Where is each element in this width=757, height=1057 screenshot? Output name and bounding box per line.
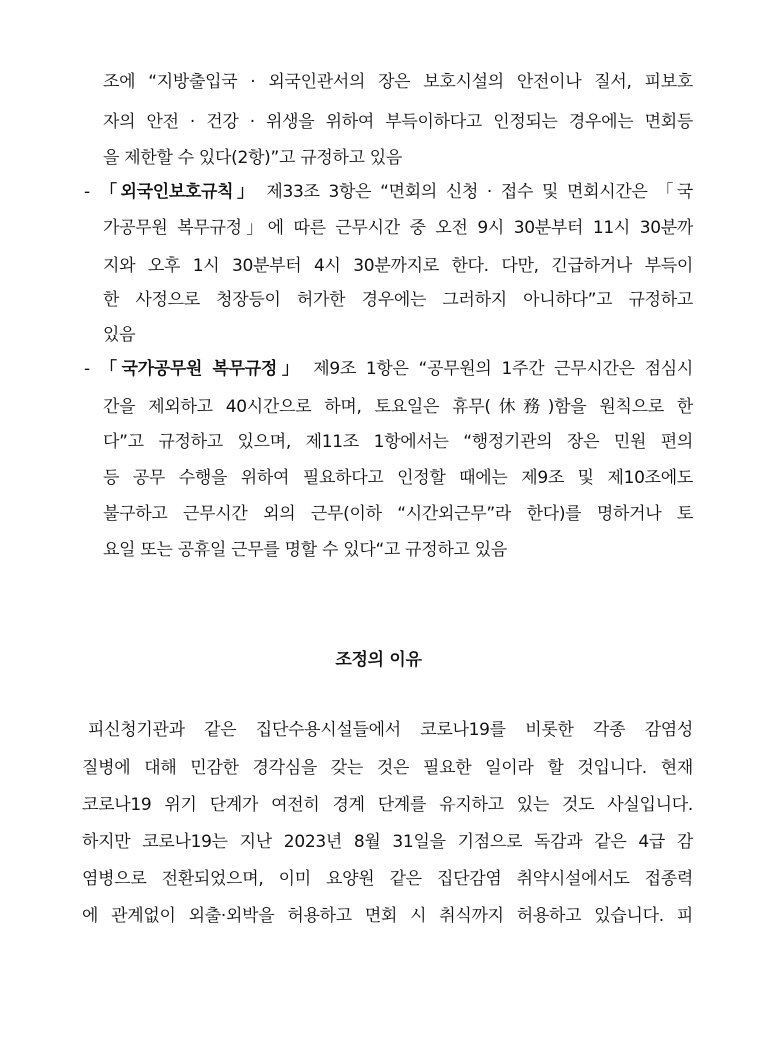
bullet-1-title: 「외국인보호규칙」 xyxy=(100,182,258,202)
bullet-1-line-3: 지와 오후 1시 30분부터 4시 30분까지로 한다. 다만, 긴급하거나 부득이 xyxy=(103,256,693,276)
bullet-2-title: 「국가공무원 복무규정」 xyxy=(100,359,304,379)
body-line-6: 에 관계없이 외출·외박을 허용하고 면회 시 취식까지 허용하고 있습니다. 피 xyxy=(82,906,693,926)
bullet-1-line-4: 한 사정으로 청장등이 허가한 경우에는 그러하지 아니하다”고 규정하고 xyxy=(103,290,693,310)
section-heading: 조정의 이유 xyxy=(335,650,422,670)
bullet-2-line-1 xyxy=(100,357,693,381)
bullet-1-line-1 xyxy=(100,180,693,204)
body-line-3: 코로나19 위기 단계가 여전히 경계 단계를 유지하고 있는 것도 사실입니다. xyxy=(82,795,693,815)
bullet-2-first-line-rest: 제9조 1항은 “공무원의 1주간 근무시간은 점심시 xyxy=(303,359,694,379)
bullet-2-marker: - xyxy=(84,359,91,379)
bullet-2-line-2: 간을 제외하고 40시간으로 하며, 토요일은 휴무(休務)함을 원칙으로 한 xyxy=(103,397,693,417)
bullet-2-line-4: 등 공무 수행을 위하여 필요하다고 인정할 때에는 제9조 및 제10조에도 xyxy=(103,468,693,488)
intro-line-1: 조에 “지방출입국 · 외국인관서의 장은 보호시설의 안전이나 질서, 피보호 xyxy=(103,72,693,92)
bullet-2-line-5: 불구하고 근무시간 외의 근무(이하 “시간외근무”라 한다)를 명하거나 토 xyxy=(103,504,693,524)
intro-line-3: 을 제한할 수 있다(2항)”고 규정하고 있음 xyxy=(103,148,403,168)
bullet-1-line-5: 있음 xyxy=(103,325,136,345)
body-line-5: 염병으로 전환되었으며, 이미 요양원 같은 집단감염 취약시설에서도 접종력 xyxy=(82,869,693,889)
body-line-4: 하지만 코로나19는 지난 2023년 8월 31일을 기점으로 독감과 같은 4급 감 xyxy=(82,832,693,852)
bullet-2-line-3: 다”고 규정하고 있으며, 제11조 1항에서는 “행정기관의 장은 민원 편의 xyxy=(103,432,693,452)
bullet-1-line-2: 가공무원 복무규정」에 따른 근무시간 중 오전 9시 30분부터 11시 30분까 xyxy=(103,218,693,238)
bullet-2-line-6: 요일 또는 공휴일 근무를 명할 수 있다“고 규정하고 있음 xyxy=(103,540,508,560)
intro-line-2: 자의 안전 · 건강 · 위생을 위하여 부득이하다고 인정되는 경우에는 면회등 xyxy=(103,112,693,132)
bullet-1-first-line-rest: 제33조 3항은 “면회의 신청 · 접수 및 면회시간은 「국 xyxy=(257,182,693,202)
body-line-1: 피신청기관과 같은 집단수용시설들에서 코로나19를 비롯한 각종 감염성 xyxy=(88,720,693,740)
bullet-1-marker: - xyxy=(84,182,91,202)
body-line-2: 질병에 대해 민감한 경각심을 갖는 것은 필요한 일이라 할 것입니다. 현재 xyxy=(82,758,693,778)
